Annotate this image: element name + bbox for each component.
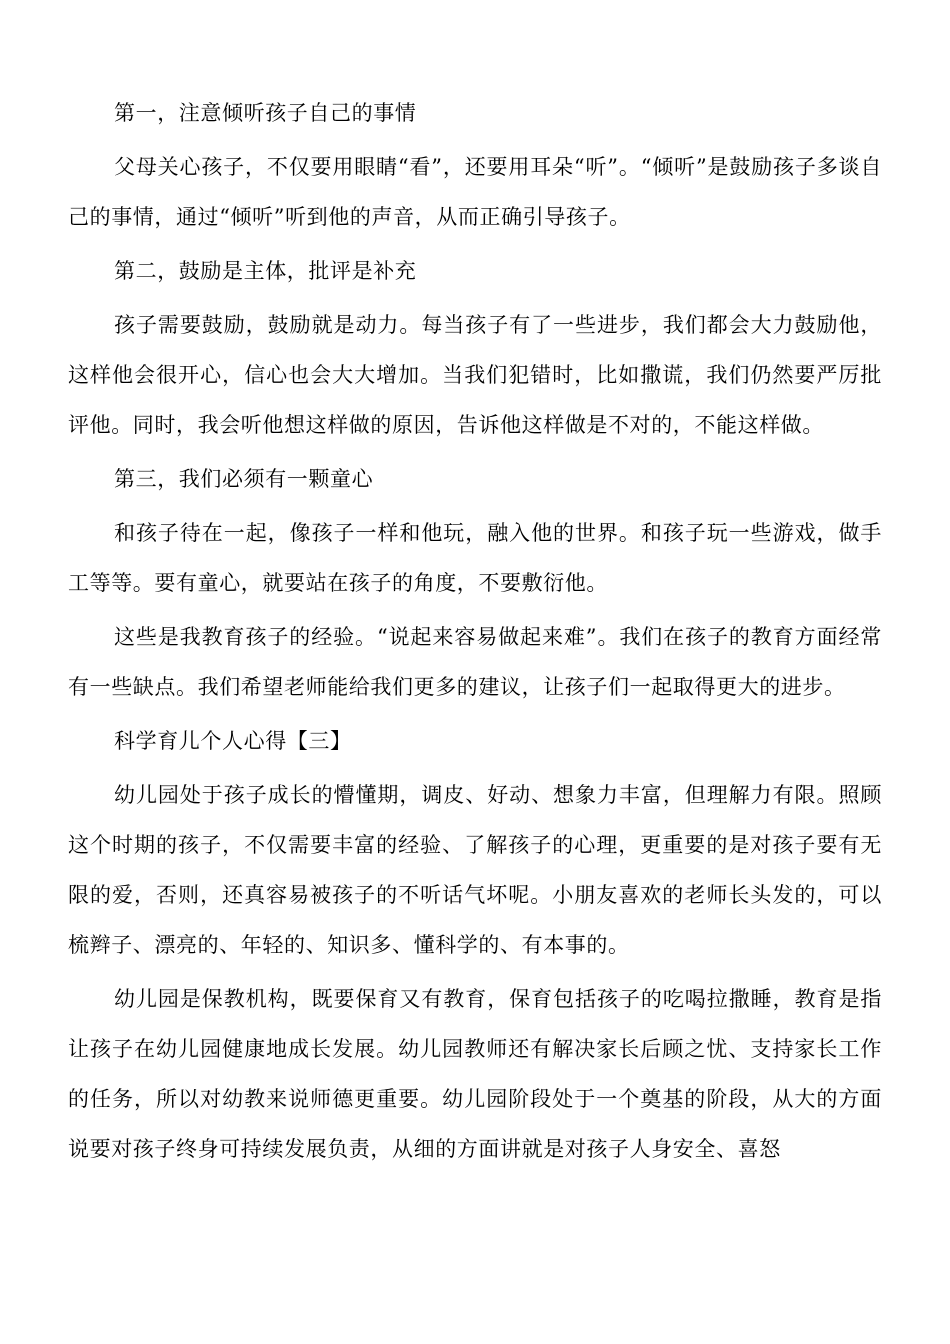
paragraph-2: 孩子需要鼓励，鼓励就是动力。每当孩子有了一些进步，我们都会大力鼓励他，这样他会很开心，信心也会大大增加。当我们犯错时，比如撒谎，我们仍然要严厉批评他。同时，我会听他想这样做的原因，告诉他这样做是不对的，不能这样做。 xyxy=(68,313,882,437)
paragraph-4: 这些是我教育孩子的经验。“说起来容易做起来难”。我们在孩子的教育方面经常有一些缺点。我们希望老师能给我们更多的建议，让孩子们一起取得更大的进步。 xyxy=(68,625,882,699)
paragraph-3: 和孩子待在一起，像孩子一样和他玩，融入他的世界。和孩子玩一些游戏，做手工等等。要有童心，就要站在孩子的角度，不要敷衍他。 xyxy=(68,521,882,595)
paragraph-6: 幼儿园是保教机构，既要保育又有教育，保育包括孩子的吃喝拉撒睡，教育是指让孩子在幼儿园健康地成长发展。幼儿园教师还有解决家长后顾之忧、支持家长工作的任务，所以对幼教来说师德更重要。幼儿园阶段处于一个奠基的阶段，从大的方面说要对孩子终身可持续发展负责，从细的方面讲就是对孩子人身安全、喜怒 xyxy=(68,987,882,1161)
section-heading-4: 科学育儿个人心得【三】 xyxy=(114,729,352,753)
section-heading-1: 第一，注意倾听孩子自己的事情 xyxy=(114,101,417,125)
section-heading-2: 第二，鼓励是主体，批评是补充 xyxy=(114,259,417,283)
paragraph-5: 幼儿园处于孩子成长的懵懂期，调皮、好动、想象力丰富，但理解力有限。照顾这个时期的孩子，不仅需要丰富的经验、了解孩子的心理，更重要的是对孩子要有无限的爱，否则，还真容易被孩子的不听话气坏呢。小朋友喜欢的老师长头发的，可以梳辫子、漂亮的、年轻的、知识多、懂科学的、有本事的。 xyxy=(68,783,882,957)
section-heading-3: 第三，我们必须有一颗童心 xyxy=(114,467,374,491)
paragraph-1: 父母关心孩子，不仅要用眼睛“看”，还要用耳朵“听”。“倾听”是鼓励孩子多谈自己的事情，通过“倾听”听到他的声音，从而正确引导孩子。 xyxy=(68,155,882,229)
document-body xyxy=(68,88,882,1178)
